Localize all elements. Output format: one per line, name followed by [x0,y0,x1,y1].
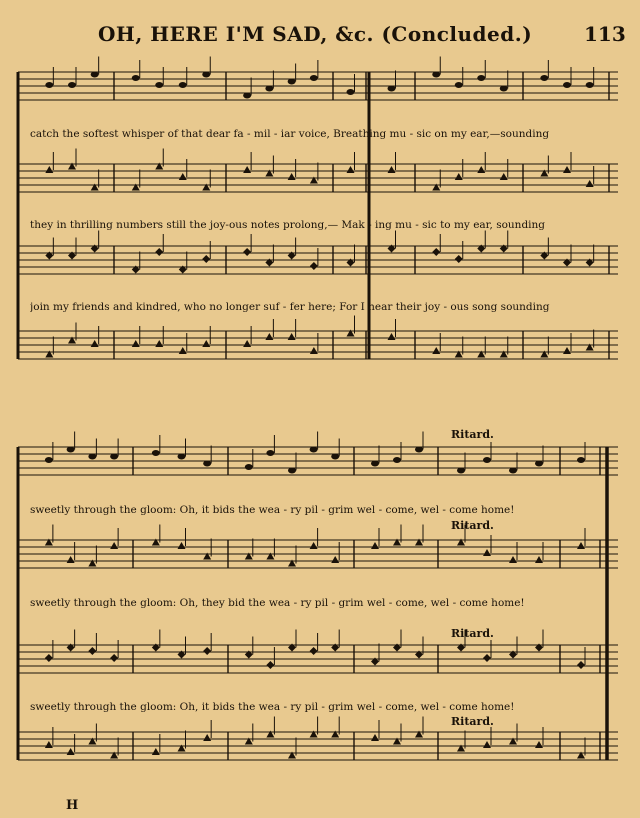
note-head [245,464,253,470]
note-head [67,748,75,755]
note-head [432,248,440,256]
note-head [155,340,163,347]
note-head [91,72,99,78]
note-head [179,173,187,180]
note-head [310,647,318,655]
note-head [88,647,96,655]
note-head [535,556,543,563]
note-head [457,468,465,474]
lyric-line-2-3: sweetly through the gloom: Oh, it bids the wea - ry pil - grim wel - come, wel - come home! [30,701,515,713]
note-head [132,75,140,81]
note-head [371,461,379,467]
lyric-line-1-1: catch the softest whisper of that dear fa - mil - iar voice, Breathing mu - sic on my ear,—sounding [30,128,550,140]
note-head [563,347,571,354]
note-head [310,347,318,354]
note-head [179,82,187,88]
note-head [393,457,401,463]
note-head [202,255,210,263]
note-head [455,173,463,180]
ritard-marking-1: Ritard. [451,428,494,441]
note-head [155,248,163,256]
note-head [310,262,318,270]
note-head [310,75,318,81]
note-head [535,461,543,467]
note-head [152,450,160,456]
note-head [563,166,571,173]
note-head [483,741,491,748]
note-head [432,72,440,78]
note-head [110,454,118,460]
note-head [310,447,318,453]
note-head [388,333,396,340]
note-head [88,454,96,460]
song-title: OH, HERE I'M SAD, &c. (Concluded.) [98,22,533,46]
note-head [415,447,423,453]
note-head [483,654,491,662]
note-head [331,556,339,563]
note-head [535,741,543,748]
notes [45,57,594,759]
note-head [45,82,53,88]
note-head [132,340,140,347]
bar-lines [18,72,609,760]
note-head [202,340,210,347]
note-head [203,647,211,655]
note-head [266,661,274,669]
note-head [178,454,186,460]
note-head [586,82,594,88]
lyric-line-2-1: sweetly through the gloom: Oh, it bids the wea - ry pil - grim wel - come, wel - come home! [30,504,515,516]
note-head [331,454,339,460]
note-head [45,654,53,662]
note-head [110,654,118,662]
note-head [477,166,485,173]
note-head [288,79,296,85]
note-head [68,82,76,88]
note-head [45,741,53,748]
note-head [288,468,296,474]
note-head [266,450,274,456]
note-head [243,93,251,99]
note-head [432,347,440,354]
lyric-line-2-2: sweetly through the gloom: Oh, they bid the wea - ry pil - grim wel - come, wel - come home! [30,597,525,609]
note-head [67,447,75,453]
note-head [203,461,211,467]
note-head [45,457,53,463]
note-head [45,166,53,173]
note-head [243,248,251,256]
note-head [371,542,379,549]
note-head [586,180,594,187]
ritard-marking-4: Ritard. [451,715,494,728]
note-head [288,333,296,340]
note-head [477,75,485,81]
note-head [388,86,396,92]
note-head [509,556,517,563]
ritard-marking-3: Ritard. [451,627,494,640]
lyric-line-1-3: join my friends and kindred, who no longer suf - fer here; For I hear their joy - ous song sounding [30,301,550,313]
note-head [203,734,211,741]
note-head [265,86,273,92]
note-head [91,340,99,347]
ritard-marking-2: Ritard. [451,519,494,532]
note-head [202,72,210,78]
note-head [288,173,296,180]
note-head [563,82,571,88]
note-head [347,89,355,95]
signature-mark: H [66,798,79,813]
note-head [455,82,463,88]
note-head [243,340,251,347]
note-head [540,75,548,81]
note-head [179,347,187,354]
note-head [155,82,163,88]
note-head [388,166,396,173]
note-head [152,748,160,755]
note-head [483,457,491,463]
note-head [500,173,508,180]
note-head [577,542,585,549]
note-head [67,556,75,563]
note-head [265,333,273,340]
note-head [509,468,517,474]
note-head [455,255,463,263]
note-head [500,86,508,92]
note-head [110,542,118,549]
page-number: 113 [584,22,626,46]
note-head [347,166,355,173]
note-head [483,549,491,556]
note-head [371,734,379,741]
note-head [178,542,186,549]
note-head [577,661,585,669]
note-head [310,542,318,549]
note-head [243,166,251,173]
lyric-line-1-2: they in thrilling numbers still the joy-ous notes prolong,— Mak - ing mu - sic to my ear, sounding [30,219,546,231]
note-head [577,457,585,463]
